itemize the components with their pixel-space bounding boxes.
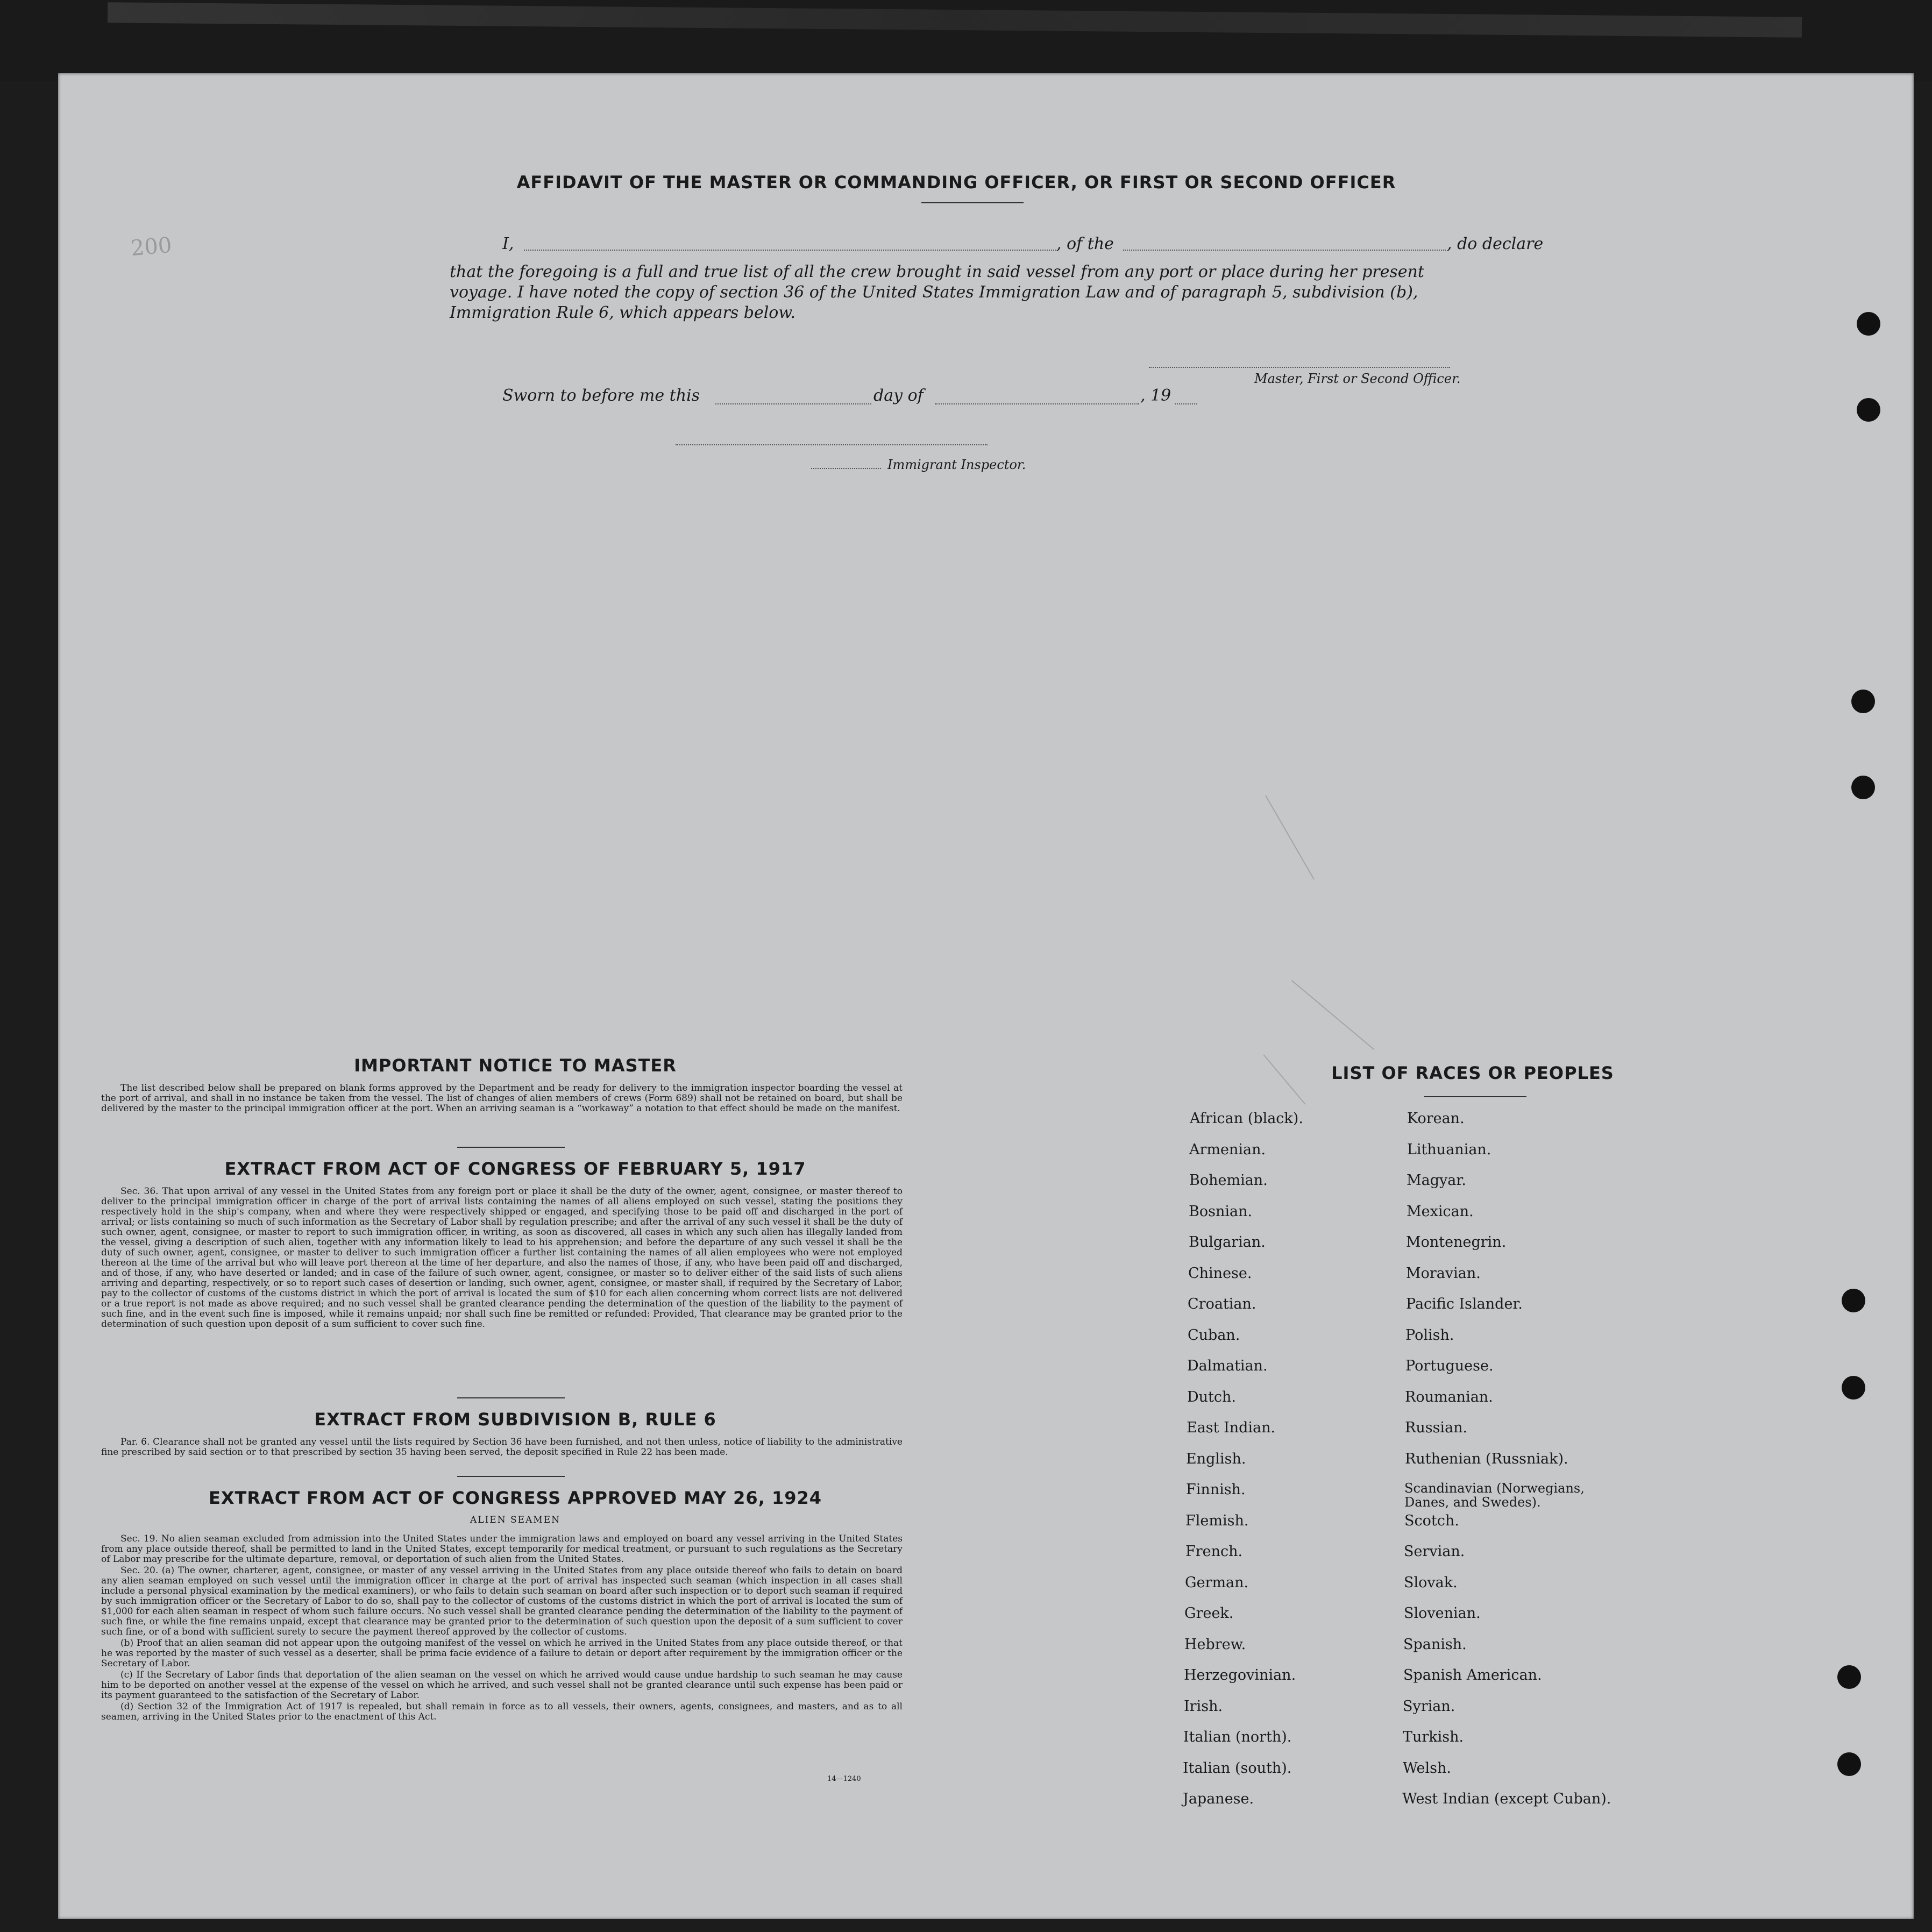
extract-1917-title: EXTRACT FROM ACT OF CONGRESS OF FEBRUARY 5, 1917 [224, 1159, 806, 1179]
notice-paragraph: The list described below shall be prepared on blank forms approved by the Department and be ready for delivery to the immigration inspector boarding the vessel at the port of arrival, and shall in no instance be taken from the vessel. The list of changes of alien members of crews (Form 689) shall not be retained on board, but shall be delivered by the master to the principal immigration officer at the port. When an arriving seaman is a “workaway” a notation to that effect should be made on the manifest. [101, 1083, 903, 1114]
master-label: Master, First or Second Officer. [1254, 371, 1461, 386]
vessel-blank [1123, 250, 1446, 251]
section-divider [457, 1476, 565, 1477]
extract-1924-paragraph: (b) Proof that an alien seaman did not appear upon the outgoing manifest of the vessel on which he arrived in the United States from any place outside thereof, or that he was reported by the master of such vessel as a deserter, shall be prima facie evidence of a failure to detain or deport after requirement by the immigration officer or the Secretary of Labor. [101, 1638, 903, 1669]
race-item: Korean. [1407, 1110, 1465, 1127]
race-item: Dalmatian. [1187, 1358, 1268, 1374]
race-item: Hebrew. [1184, 1636, 1246, 1653]
race-item: German. [1185, 1574, 1249, 1591]
extract-1924-paragraph: (c) If the Secretary of Labor finds that deportation of the alien seaman on the vessel on which he arrived would cause undue hardship to such seaman he may cause him to be deported on another vessel at the expense of the vessel on which he arrived, and such vessel shall not be granted clearance until such expense has been paid or its payment guaranteed to the satisfaction of the Secretary of Labor. [101, 1670, 903, 1701]
race-item: Magyar. [1407, 1172, 1466, 1189]
punch-hole [1857, 312, 1880, 336]
document-page [58, 73, 1914, 1919]
notice-title: IMPORTANT NOTICE TO MASTER [354, 1055, 677, 1076]
notice-body [101, 1083, 903, 1115]
race-item: Polish. [1405, 1327, 1454, 1344]
race-item: Bulgarian. [1189, 1234, 1266, 1251]
affidavit-line-2: that the foregoing is a full and true list of all the crew brought in said vessel from any port or place during her present [450, 262, 1424, 281]
race-item: West Indian (except Cuban). [1402, 1791, 1611, 1807]
extract-rule6-body [101, 1437, 903, 1459]
section-divider [457, 1397, 565, 1398]
section-divider [457, 1147, 565, 1148]
race-item: Cuban. [1188, 1327, 1240, 1344]
race-item: Dutch. [1187, 1389, 1236, 1405]
race-item: Syrian. [1403, 1698, 1455, 1715]
scan-streak [108, 2, 1802, 37]
extract-1924-body [101, 1534, 903, 1723]
race-item: Bohemian. [1189, 1172, 1268, 1189]
race-item: Croatian. [1188, 1296, 1256, 1312]
punch-hole [1837, 1665, 1861, 1689]
race-item: East Indian. [1187, 1419, 1276, 1436]
race-item: Servian. [1404, 1543, 1465, 1560]
race-item: Italian (north). [1183, 1729, 1292, 1745]
punch-hole [1851, 776, 1875, 799]
race-item: Irish. [1184, 1698, 1223, 1715]
name-blank [524, 250, 1056, 251]
race-item: Moravian. [1406, 1265, 1481, 1282]
sworn-month-blank [935, 403, 1139, 404]
punch-hole [1857, 398, 1880, 422]
race-item: Portuguese. [1405, 1358, 1494, 1374]
race-item: Chinese. [1188, 1265, 1252, 1282]
inspector-label: Immigrant Inspector. [887, 457, 1026, 472]
extract-1924-subtitle: ALIEN SEAMEN [470, 1515, 560, 1525]
race-item: Turkish. [1403, 1729, 1464, 1745]
race-item: Finnish. [1186, 1481, 1246, 1498]
inspector-signature-line [676, 444, 988, 445]
race-item: Slovak. [1404, 1574, 1458, 1591]
master-signature-line [1149, 367, 1450, 368]
extract-1924-paragraph: Sec. 20. (a) The owner, charterer, agent, consignee, or master of any vessel arriving in the United States from any place outside thereof who fails to detain on board any alien seaman employed on such vessel until the immigration officer in charge at the port of arrival has inspected such seaman (which inspection in all cases shall include a personal physical examination by the medical examiners), or who fails to detain such seaman on board after such inspection or to deport such seaman if required by such immigration officer or the Secretary of Labor to do so, shall pay to the collector of customs of the customs district in which the port of arrival is located the sum of $1,000 for each alien seaman in respect of whom such failure occurs. No such vessel shall be granted clearance pending the determination of the liability to the payment of such fine, or while the fine remains unpaid, except that clearance may be granted prior to the determination of such question upon the deposit of a sum sufficient to cover such fine, or of a bond with sufficient surety to secure the payment thereof approved by the collector of customs. [101, 1565, 903, 1637]
day-of-text: day of [873, 386, 924, 405]
race-item: Scotch. [1404, 1512, 1459, 1529]
affidavit-of-the: , of the [1056, 235, 1114, 253]
year-text: , 19 [1140, 386, 1171, 405]
race-item: French. [1185, 1543, 1243, 1560]
punch-hole [1842, 1289, 1865, 1312]
race-item: Scandinavian (Norwegians, Danes, and Swedes). [1404, 1481, 1585, 1510]
sworn-text: Sworn to before me this [502, 386, 700, 405]
race-item: Lithuanian. [1407, 1141, 1491, 1158]
race-item: Pacific Islander. [1406, 1296, 1523, 1312]
year-blank [1175, 403, 1197, 404]
race-item: Spanish American. [1403, 1667, 1542, 1684]
inspector-signature-line-2 [811, 468, 881, 469]
affidavit-i: I, [502, 235, 514, 253]
race-item: Greek. [1184, 1605, 1234, 1622]
race-item: Slovenian. [1404, 1605, 1481, 1622]
race-item: Bosnian. [1189, 1203, 1253, 1220]
race-item: Japanese. [1183, 1791, 1254, 1807]
race-item: Flemish. [1185, 1512, 1249, 1529]
scratch-mark [1265, 795, 1315, 880]
affidavit-line-3: voyage. I have noted the copy of section 36 of the United States Immigration Law and of paragraph 5, subdivision (b), [450, 283, 1418, 302]
race-item: Herzegovinian. [1184, 1667, 1296, 1684]
sworn-day-blank [715, 403, 871, 404]
race-item: Spanish. [1403, 1636, 1467, 1653]
punch-hole [1851, 690, 1875, 713]
extract-1924-paragraph: (d) Section 32 of the Immigration Act of 1917 is repealed, but shall remain in force as to all vessels, their owners, agents, consignees, and masters, and as to all seamen, arriving in the United States prior to the enactment of this Act. [101, 1701, 903, 1722]
race-item: African (black). [1190, 1110, 1303, 1127]
form-number: 14—1240 [827, 1775, 861, 1783]
race-item: Roumanian. [1405, 1389, 1493, 1405]
affidavit-declare: , do declare [1447, 235, 1544, 253]
race-item: Armenian. [1189, 1141, 1266, 1158]
extract-rule6-title: EXTRACT FROM SUBDIVISION B, RULE 6 [314, 1409, 716, 1430]
races-title: LIST OF RACES OR PEOPLES [1331, 1063, 1614, 1083]
race-item: Mexican. [1407, 1203, 1474, 1220]
race-item: Italian (south). [1183, 1760, 1292, 1777]
faded-stamp: 200 [130, 232, 173, 261]
race-item: Ruthenian (Russniak). [1405, 1451, 1568, 1467]
affidavit-line-4: Immigration Rule 6, which appears below. [450, 303, 796, 322]
race-item: Russian. [1405, 1419, 1468, 1436]
punch-hole [1842, 1376, 1865, 1400]
extract-rule6-paragraph: Par. 6. Clearance shall not be granted any vessel until the lists required by Section 36 have been furnished, and not then unless, notice of liability to the administrative fine prescribed by said section or to that prescribed by section 35 having been served, the deposit specified in Rule 22 has been made. [101, 1437, 903, 1458]
race-item: Montenegrin. [1406, 1234, 1507, 1251]
race-item: English. [1186, 1451, 1246, 1467]
extract-1924-paragraph: Sec. 19. No alien seaman excluded from admission into the United States under the immigration laws and employed on board any vessel arriving in the United States from any place outside thereof, shall be permitted to land in the United States, except temporarily for medical treatment, or pursuant to such regulations as the Secretary of Labor may prescribe for the ultimate departure, removal, or deportation of such alien from the United States. [101, 1533, 903, 1565]
race-item: Welsh. [1403, 1760, 1451, 1777]
races-title-rule [1424, 1096, 1526, 1097]
title-rule [921, 202, 1024, 203]
scratch-mark [1291, 980, 1374, 1050]
extract-1924-title: EXTRACT FROM ACT OF CONGRESS APPROVED MAY 26, 1924 [208, 1488, 822, 1508]
scan-border-top [0, 0, 1932, 81]
extract-1917-body [101, 1187, 903, 1331]
extract-1917-paragraph: Sec. 36. That upon arrival of any vessel in the United States from any foreign port or place it shall be the duty of the owner, agent, consignee, or master thereof to deliver to the principal immigration officer in charge of the port of arrival lists containing the names of all aliens employed on such vessel, stating the positions they respectively hold in the ship's company, when and where they were respectively shipped or engaged, and specifying those to be paid off and discharged in the port of arrival; or lists containing so much of such information as the Secretary of Labor shall by regulation prescribe; and after the arrival of any such vessel it shall be the duty of such owner, agent, consignee, or master to report to such immigration officer, in writing, as soon as discovered, all cases in which any such alien has illegally landed from the vessel, giving a description of such alien, together with any information likely to lead to his apprehension; and before the departure of any such vessel it shall be the duty of such owner, agent, consignee, or master to deliver to such immigration officer a further list containing the names of all alien employees who were not employed thereon at the time of the arrival but who will leave port thereon at the time of her departure, and also the names of those, if any, who have been paid off and discharged, and of those, if any, who have deserted or landed; and in case of the failure of such owner, agent, consignee, or master so to deliver either of the said lists of such aliens arriving and departing, respectively, or so to report such cases of desertion or landing, such owner, agent, consignee, or master shall, if required by the Secretary of Labor, pay to the collector of customs of the customs district in which the port of arrival is located the sum of $10 for each alien concerning whom correct lists are not delivered or a true report is not made as above required; and no such vessel shall be granted clearance pending the determination of the question of the liability to the payment of such fine, and in the event such fine is imposed, while it remains unpaid; nor shall such fine be remitted or refunded: Provided, That clearance may be granted prior to the determination of such question upon deposit of a sum sufficient to cover such fine. [101, 1186, 903, 1330]
punch-hole [1837, 1752, 1861, 1776]
affidavit-title: AFFIDAVIT OF THE MASTER OR COMMANDING OFFICER, OR FIRST OR SECOND OFFICER [516, 172, 1396, 193]
